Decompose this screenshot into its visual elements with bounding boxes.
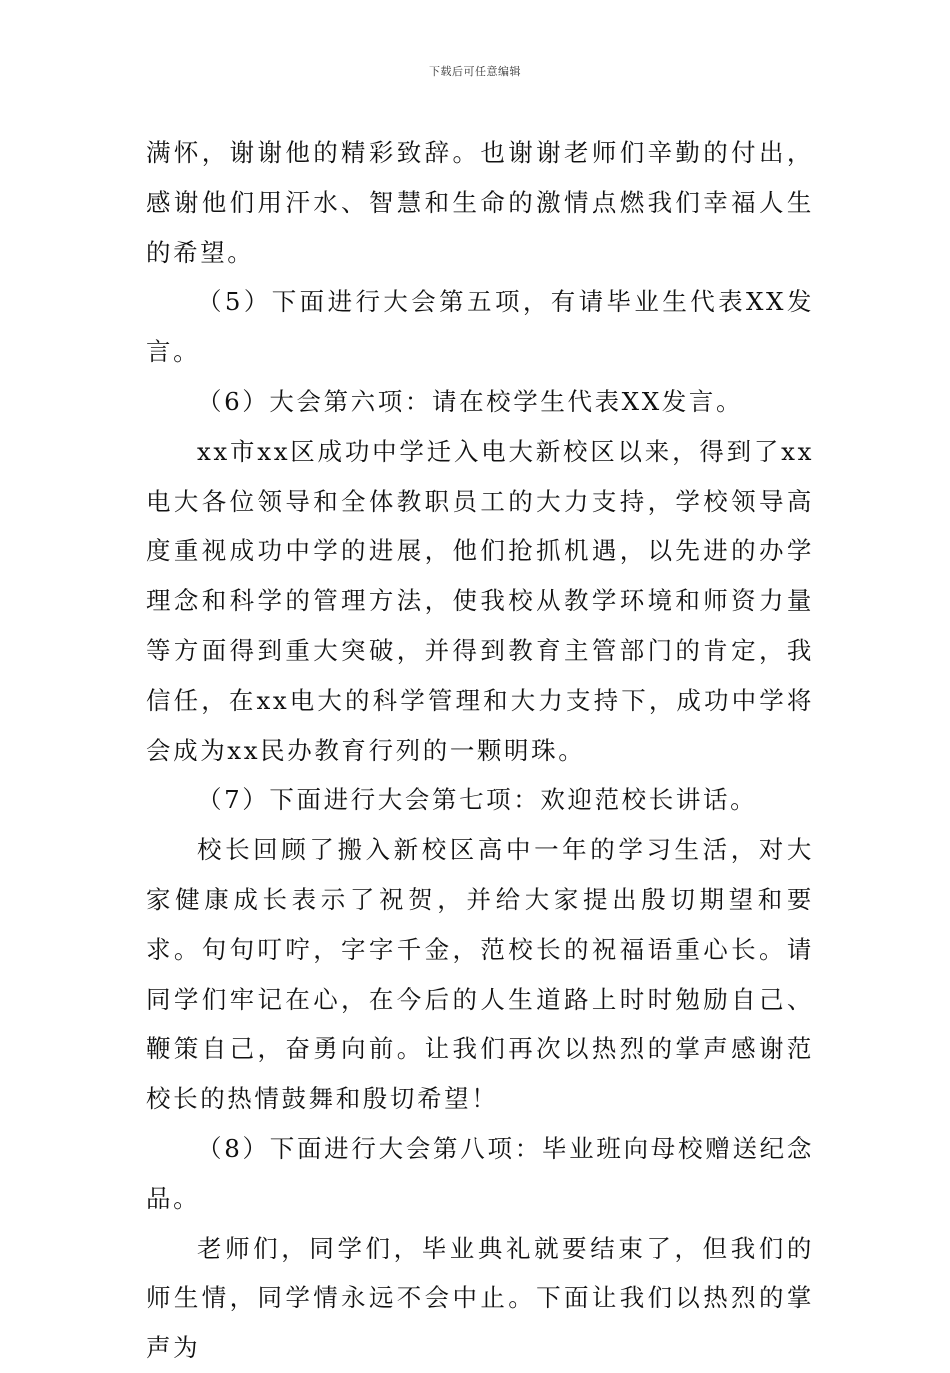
page-header-note: 下载后可任意编辑 xyxy=(429,65,521,78)
paragraph-student-speech: xx市xx区成功中学迁入电大新校区以来，得到了xx电大各位领导和全体教职员工的大力支持，学校领导高度重视成功中学的进展，他们抢抓机遇，以先进的办学理念和科学的管理方法，使我校从教学环境和师资力量等方面得到重大突破，并得到教育主管部门的肯定，我信任，在xx电大的科学管理和大力支持下，成功中学将会成为xx民办教育行列的一颗明珠。 xyxy=(146,436,814,765)
document-body xyxy=(146,128,814,1373)
paragraph-item-6: （6）大会第六项：请在校学生代表XX发言。 xyxy=(197,386,744,416)
paragraph-continued: 满怀，谢谢他的精彩致辞。也谢谢老师们辛勤的付出，感谢他们用汗水、智慧和生命的激情点燃我们幸福人生的希望。 xyxy=(146,138,814,267)
paragraph-principal-speech: 校长回顾了搬入新校区高中一年的学习生活，对大家健康成长表示了祝贺，并给大家提出殷切期望和要求。句句叮咛，字字千金，范校长的祝福语重心长。请同学们牢记在心，在今后的人生道路上时时勉励自己、鞭策自己，奋勇向前。让我们再次以热烈的掌声感谢范校长的热情鼓舞和殷切希望！ xyxy=(146,835,814,1114)
paragraph-item-8: （8）下面进行大会第八项：毕业班向母校赠送纪念品。 xyxy=(146,1133,814,1213)
paragraph-item-7: （7）下面进行大会第七项：欢迎范校长讲话。 xyxy=(197,785,758,815)
paragraph-item-5: （5）下面进行大会第五项，有请毕业生代表XX发言。 xyxy=(146,287,814,367)
paragraph-closing: 老师们，同学们，毕业典礼就要结束了，但我们的师生情，同学情永远不会中止。下面让我们以热烈的掌声为 xyxy=(146,1233,814,1363)
